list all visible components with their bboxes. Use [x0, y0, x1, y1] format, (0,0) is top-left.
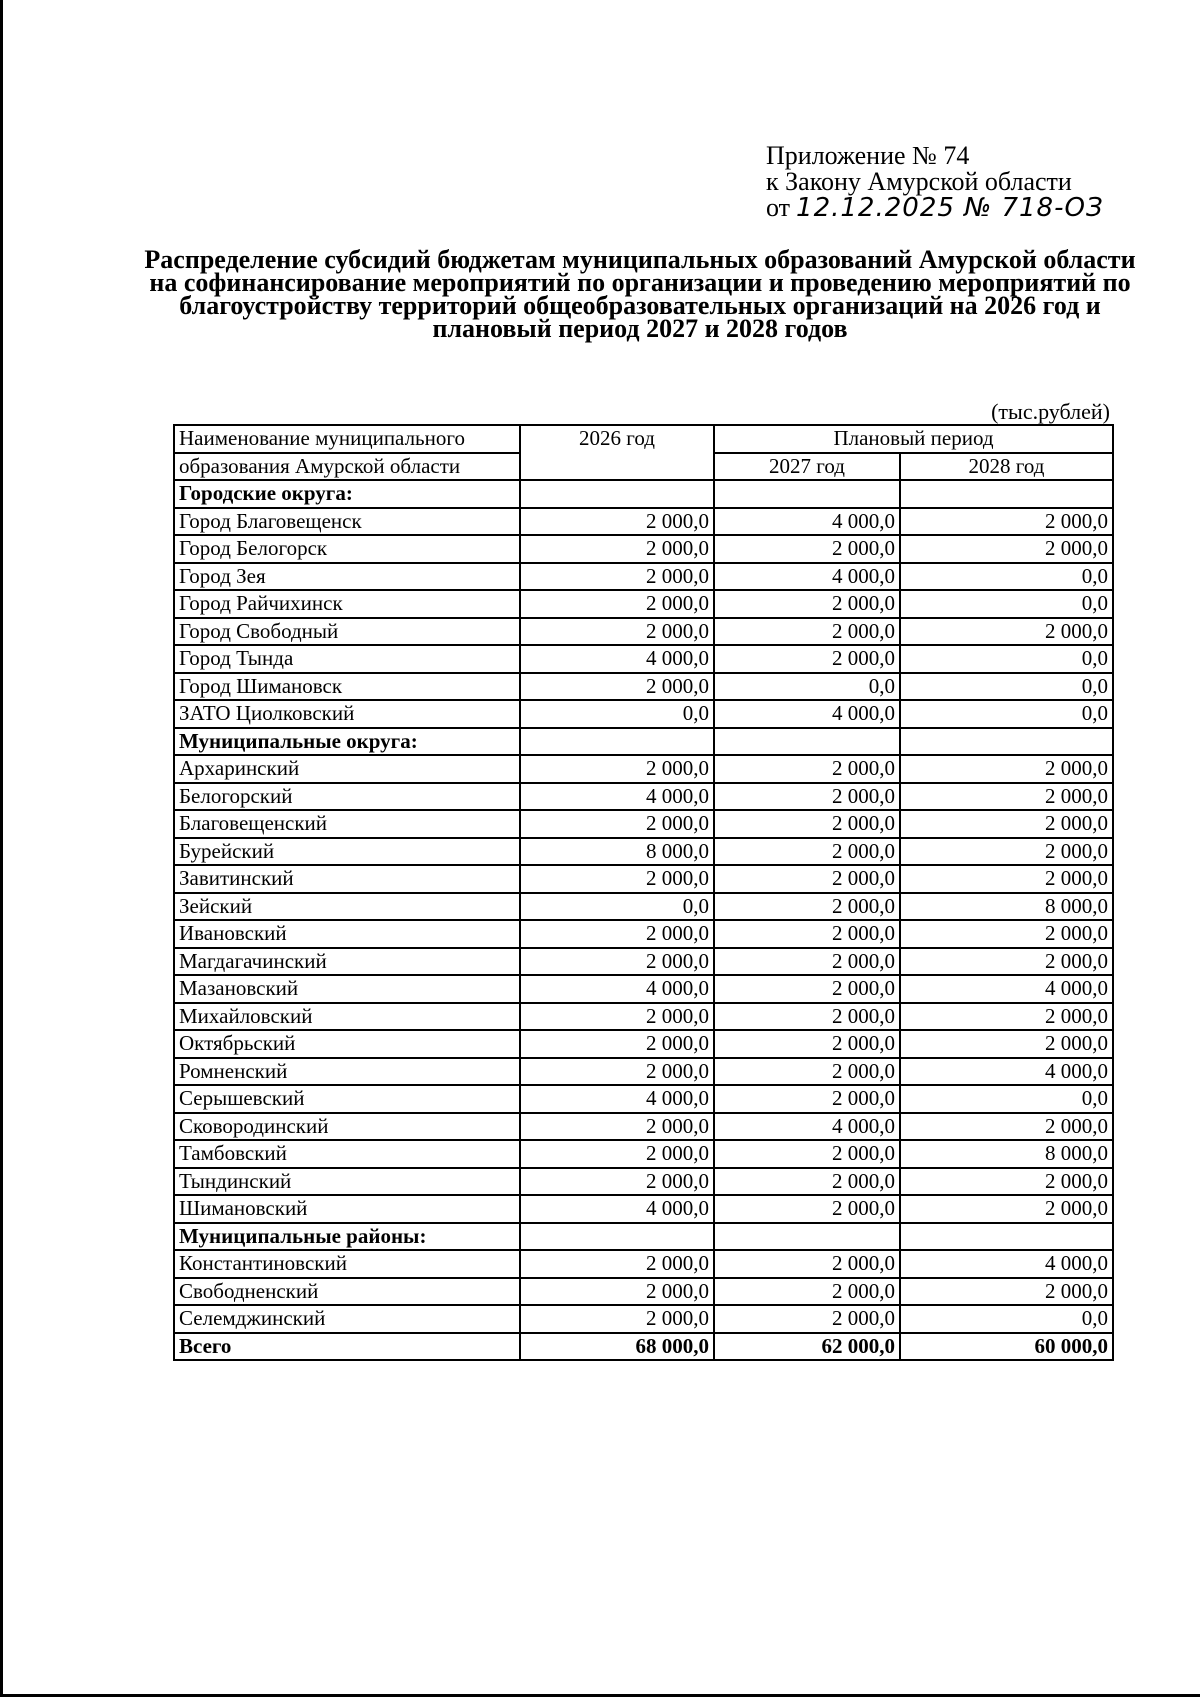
appendix-block [766, 143, 1104, 221]
municipality-name: Мазановский [174, 975, 520, 1003]
municipality-name: Ромненский [174, 1058, 520, 1086]
value-2026: 4 000,0 [520, 645, 714, 673]
value-2026: 2 000,0 [520, 535, 714, 563]
appendix-line-2: к Закону Амурской области [766, 167, 1072, 196]
municipality-name: Тындинский [174, 1168, 520, 1196]
value-2026: 2 000,0 [520, 673, 714, 701]
value-2026: 2 000,0 [520, 1113, 714, 1141]
table-row [174, 1003, 1113, 1031]
empty-cell [900, 480, 1113, 508]
municipality-name: Город Шимановск [174, 673, 520, 701]
value-2027: 4 000,0 [714, 508, 900, 536]
table-row [174, 1250, 1113, 1278]
municipality-name: Ивановский [174, 920, 520, 948]
value-2028: 2 000,0 [900, 783, 1113, 811]
header-year-2026: 2026 год [520, 425, 714, 480]
value-2026: 2 000,0 [520, 865, 714, 893]
value-2026: 2 000,0 [520, 948, 714, 976]
municipality-name: Город Тында [174, 645, 520, 673]
table-row [174, 535, 1113, 563]
value-2026: 2 000,0 [520, 1250, 714, 1278]
empty-cell [714, 480, 900, 508]
appendix-date-prefix: от [766, 193, 791, 222]
value-2026: 2 000,0 [520, 1140, 714, 1168]
value-2027: 2 000,0 [714, 948, 900, 976]
table-row [174, 838, 1113, 866]
empty-cell [714, 728, 900, 756]
table-row [174, 893, 1113, 921]
municipality-name: Город Благовещенск [174, 508, 520, 536]
municipality-name: ЗАТО Циолковский [174, 700, 520, 728]
total-2026: 68 000,0 [520, 1333, 714, 1361]
value-2026: 2 000,0 [520, 1278, 714, 1306]
table-row [174, 618, 1113, 646]
municipality-name: Селемджинский [174, 1305, 520, 1333]
header-year-2028: 2028 год [900, 453, 1113, 481]
value-2026: 2 000,0 [520, 1030, 714, 1058]
value-2027: 2 000,0 [714, 1003, 900, 1031]
table-row [174, 975, 1113, 1003]
value-2027: 2 000,0 [714, 920, 900, 948]
value-2026: 2 000,0 [520, 810, 714, 838]
value-2028: 0,0 [900, 1305, 1113, 1333]
total-row [174, 1333, 1113, 1361]
table-row [174, 783, 1113, 811]
table-row [174, 1305, 1113, 1333]
section-header-row [174, 728, 1113, 756]
table-row [174, 700, 1113, 728]
empty-cell [520, 728, 714, 756]
empty-cell [520, 1223, 714, 1251]
value-2027: 2 000,0 [714, 810, 900, 838]
section-title: Муниципальные округа: [174, 728, 520, 756]
value-2028: 2 000,0 [900, 1003, 1113, 1031]
value-2026: 4 000,0 [520, 1195, 714, 1223]
value-2028: 2 000,0 [900, 865, 1113, 893]
value-2027: 2 000,0 [714, 1250, 900, 1278]
table-row [174, 1058, 1113, 1086]
municipality-name: Шимановский [174, 1195, 520, 1223]
value-2027: 2 000,0 [714, 838, 900, 866]
table-row [174, 755, 1113, 783]
municipality-name: Город Белогорск [174, 535, 520, 563]
value-2026: 2 000,0 [520, 563, 714, 591]
municipality-name: Серышевский [174, 1085, 520, 1113]
value-2026: 2 000,0 [520, 618, 714, 646]
value-2026: 2 000,0 [520, 1168, 714, 1196]
value-2026: 0,0 [520, 700, 714, 728]
value-2027: 2 000,0 [714, 590, 900, 618]
value-2027: 2 000,0 [714, 755, 900, 783]
table-row [174, 865, 1113, 893]
value-2027: 2 000,0 [714, 618, 900, 646]
table-row [174, 1278, 1113, 1306]
municipality-name: Октябрьский [174, 1030, 520, 1058]
empty-cell [900, 1223, 1113, 1251]
value-2028: 2 000,0 [900, 1278, 1113, 1306]
municipality-name: Город Свободный [174, 618, 520, 646]
municipality-name: Зейский [174, 893, 520, 921]
document-title: Распределение субсидий бюджетам муниципальных образований Амурской области на софинансирование мероприятий по организации и проведению мероприятий по благоустройству территорий общеобразовательных организаций на 2026 год и плановый период 2027 и 2028 годов [144, 245, 1136, 343]
municipality-name: Константиновский [174, 1250, 520, 1278]
value-2027: 2 000,0 [714, 1168, 900, 1196]
value-2026: 2 000,0 [520, 1058, 714, 1086]
value-2027: 2 000,0 [714, 783, 900, 811]
section-header-row [174, 1223, 1113, 1251]
table-row [174, 948, 1113, 976]
empty-cell [900, 728, 1113, 756]
value-2027: 2 000,0 [714, 865, 900, 893]
value-2028: 2 000,0 [900, 618, 1113, 646]
table-row [174, 508, 1113, 536]
value-2028: 2 000,0 [900, 838, 1113, 866]
value-2026: 4 000,0 [520, 1085, 714, 1113]
total-label: Всего [174, 1333, 520, 1361]
municipality-name: Михайловский [174, 1003, 520, 1031]
value-2028: 2 000,0 [900, 1195, 1113, 1223]
value-2027: 2 000,0 [714, 1305, 900, 1333]
table-row [174, 1085, 1113, 1113]
municipality-name: Сковородинский [174, 1113, 520, 1141]
value-2026: 2 000,0 [520, 1003, 714, 1031]
value-2028: 0,0 [900, 1085, 1113, 1113]
value-2028: 2 000,0 [900, 755, 1113, 783]
table-row [174, 645, 1113, 673]
value-2028: 0,0 [900, 700, 1113, 728]
table-row [174, 1195, 1113, 1223]
section-title: Муниципальные районы: [174, 1223, 520, 1251]
value-2028: 0,0 [900, 590, 1113, 618]
value-2026: 4 000,0 [520, 975, 714, 1003]
value-2027: 4 000,0 [714, 563, 900, 591]
value-2027: 2 000,0 [714, 1030, 900, 1058]
municipality-name: Белогорский [174, 783, 520, 811]
value-2027: 2 000,0 [714, 893, 900, 921]
table-row [174, 1140, 1113, 1168]
subsidy-table [173, 424, 1114, 1361]
municipality-name: Магдагачинский [174, 948, 520, 976]
table-row [174, 673, 1113, 701]
header-name-line-2: образования Амурской области [174, 453, 520, 481]
municipality-name: Тамбовский [174, 1140, 520, 1168]
value-2028: 8 000,0 [900, 1140, 1113, 1168]
table-row [174, 1113, 1113, 1141]
value-2026: 4 000,0 [520, 783, 714, 811]
value-2027: 2 000,0 [714, 1195, 900, 1223]
value-2026: 8 000,0 [520, 838, 714, 866]
appendix-line-1: Приложение № 74 [766, 141, 970, 170]
value-2027: 0,0 [714, 673, 900, 701]
value-2027: 2 000,0 [714, 975, 900, 1003]
value-2028: 2 000,0 [900, 920, 1113, 948]
total-2028: 60 000,0 [900, 1333, 1113, 1361]
value-2026: 2 000,0 [520, 1305, 714, 1333]
value-2028: 0,0 [900, 645, 1113, 673]
value-2028: 2 000,0 [900, 535, 1113, 563]
table-row [174, 563, 1113, 591]
value-2027: 2 000,0 [714, 645, 900, 673]
value-2026: 2 000,0 [520, 508, 714, 536]
value-2028: 2 000,0 [900, 1113, 1113, 1141]
table-row [174, 590, 1113, 618]
total-2027: 62 000,0 [714, 1333, 900, 1361]
section-title: Городские округа: [174, 480, 520, 508]
header-name-line-1: Наименование муниципального [174, 425, 520, 453]
value-2027: 2 000,0 [714, 1278, 900, 1306]
section-header-row [174, 480, 1113, 508]
value-2027: 2 000,0 [714, 1058, 900, 1086]
value-2028: 4 000,0 [900, 1250, 1113, 1278]
value-2028: 0,0 [900, 673, 1113, 701]
value-2028: 2 000,0 [900, 1168, 1113, 1196]
municipality-name: Город Зея [174, 563, 520, 591]
value-2027: 2 000,0 [714, 535, 900, 563]
value-2027: 4 000,0 [714, 700, 900, 728]
appendix-line-3 [766, 195, 1104, 221]
municipality-name: Бурейский [174, 838, 520, 866]
table-row [174, 810, 1113, 838]
table-row [174, 1168, 1113, 1196]
units-label: (тыс.рублей) [991, 399, 1110, 424]
table-header-row-1 [174, 425, 1113, 453]
table-body [174, 425, 1113, 1360]
header-planned-period: Плановый период [714, 425, 1113, 453]
value-2026: 2 000,0 [520, 590, 714, 618]
value-2027: 2 000,0 [714, 1140, 900, 1168]
value-2026: 2 000,0 [520, 755, 714, 783]
value-2028: 0,0 [900, 563, 1113, 591]
value-2028: 2 000,0 [900, 1030, 1113, 1058]
table-row [174, 920, 1113, 948]
value-2028: 4 000,0 [900, 975, 1113, 1003]
handwritten-date-number: 12.12.2025 № 718-ОЗ [796, 193, 1104, 223]
value-2028: 2 000,0 [900, 810, 1113, 838]
value-2027: 2 000,0 [714, 1085, 900, 1113]
empty-cell [714, 1223, 900, 1251]
municipality-name: Завитинский [174, 865, 520, 893]
municipality-name: Благовещенский [174, 810, 520, 838]
empty-cell [520, 480, 714, 508]
value-2026: 2 000,0 [520, 920, 714, 948]
value-2028: 2 000,0 [900, 508, 1113, 536]
table-row [174, 1030, 1113, 1058]
value-2028: 4 000,0 [900, 1058, 1113, 1086]
header-year-2027: 2027 год [714, 453, 900, 481]
municipality-name: Свободненский [174, 1278, 520, 1306]
municipality-name: Архаринский [174, 755, 520, 783]
value-2026: 0,0 [520, 893, 714, 921]
municipality-name: Город Райчихинск [174, 590, 520, 618]
value-2028: 8 000,0 [900, 893, 1113, 921]
value-2027: 4 000,0 [714, 1113, 900, 1141]
value-2028: 2 000,0 [900, 948, 1113, 976]
